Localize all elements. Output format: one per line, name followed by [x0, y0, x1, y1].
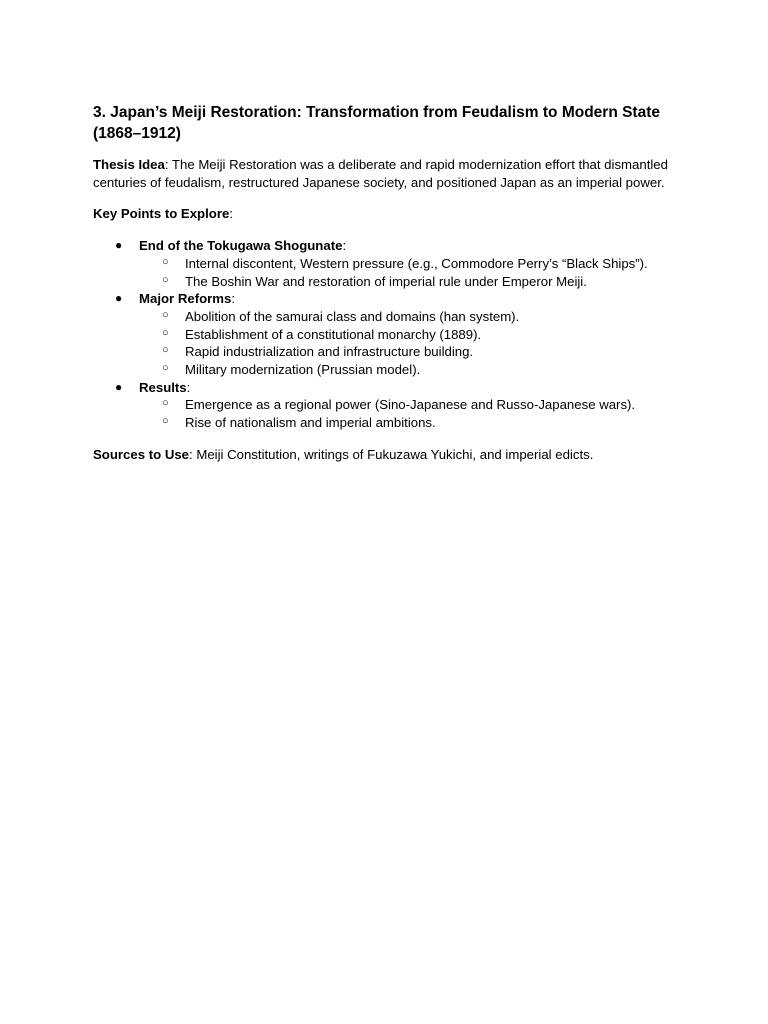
- thesis-text: : The Meiji Restoration was a deliberate and rapid modernization effort that dismantled centuries of feudalism, restructured Japanese society, and positioned Japan as an imperial power.: [93, 157, 668, 190]
- section-label: End of the Tokugawa Shogunate: [139, 238, 343, 254]
- thesis-paragraph: [93, 156, 683, 191]
- list-item-text: Abolition of the samurai class and domains (han system).: [185, 308, 520, 324]
- bullet-icon: ●: [115, 291, 123, 306]
- circle-bullet-icon: ○: [162, 415, 169, 428]
- circle-bullet-icon: ○: [162, 308, 169, 321]
- list-item-text: Rise of nationalism and imperial ambitions.: [185, 415, 436, 431]
- key-points-heading: [93, 205, 683, 223]
- list-item-text: Rapid industrialization and infrastructure building.: [185, 344, 474, 360]
- list-item-text: Emergence as a regional power (Sino-Japanese and Russo-Japanese wars).: [185, 397, 636, 413]
- section-suffix: :: [231, 291, 236, 307]
- circle-bullet-icon: ○: [162, 397, 169, 410]
- list-item: [139, 396, 683, 414]
- sources-label: Sources to Use: [93, 446, 190, 462]
- sub-list: [139, 308, 683, 379]
- list-item: [139, 361, 683, 379]
- list-item-text: Internal discontent, Western pressure (e.g., Commodore Perry’s “Black Ships”).: [185, 255, 648, 271]
- circle-bullet-icon: ○: [162, 326, 169, 339]
- list-item: [139, 273, 683, 291]
- key-points-suffix: :: [229, 206, 233, 222]
- list-item-text: Establishment of a constitutional monarchy (1889).: [185, 326, 482, 342]
- list-item: [139, 414, 683, 432]
- section-item: [93, 237, 683, 290]
- bullet-icon: ●: [115, 238, 123, 253]
- circle-bullet-icon: ○: [162, 362, 169, 375]
- list-item: [139, 343, 683, 361]
- sources-paragraph: [93, 446, 683, 464]
- list-item: [139, 326, 683, 344]
- section-item: [93, 290, 683, 379]
- bullet-icon: ●: [115, 379, 123, 394]
- sub-list: [139, 396, 683, 431]
- document-title: 3. Japan’s Meiji Restoration: Transformation from Feudalism to Modern State (1868–1912): [93, 104, 660, 142]
- circle-bullet-icon: ○: [162, 344, 169, 357]
- section-item: [93, 379, 683, 432]
- section-label: Results: [139, 379, 187, 395]
- section-suffix: :: [342, 238, 347, 254]
- list-item: [139, 308, 683, 326]
- section-label: Major Reforms: [139, 291, 232, 307]
- key-points-list: [93, 237, 683, 432]
- circle-bullet-icon: ○: [162, 273, 169, 286]
- key-points-label: Key Points to Explore: [93, 206, 230, 222]
- thesis-label: Thesis Idea: [93, 157, 165, 172]
- sub-list: [139, 255, 683, 290]
- list-item-text: The Boshin War and restoration of imperial rule under Emperor Meiji.: [185, 273, 587, 289]
- document-page: [93, 102, 683, 478]
- section-suffix: :: [186, 379, 191, 395]
- sources-text: : Meiji Constitution, writings of Fukuzawa Yukichi, and imperial edicts.: [189, 446, 594, 462]
- list-item-text: Military modernization (Prussian model).: [185, 362, 421, 378]
- list-item: [139, 255, 683, 273]
- circle-bullet-icon: ○: [162, 255, 169, 268]
